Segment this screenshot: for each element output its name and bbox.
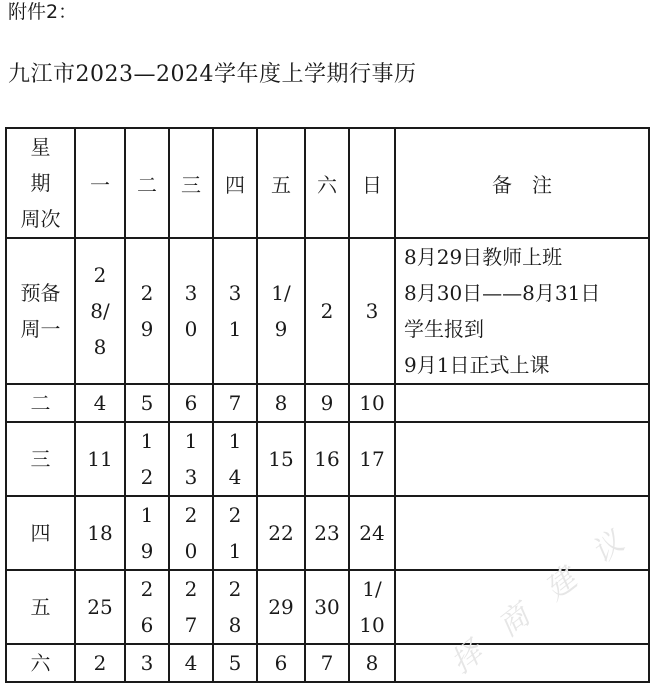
notes-cell bbox=[395, 496, 649, 570]
date-cell bbox=[75, 422, 125, 496]
date-cell bbox=[75, 570, 125, 644]
header-row bbox=[6, 128, 649, 238]
date-text: 18 bbox=[87, 521, 113, 545]
date-text: 11 bbox=[87, 447, 113, 471]
corner-label-qi: 期 bbox=[30, 171, 51, 195]
week-row bbox=[6, 496, 649, 570]
notes-cell bbox=[395, 422, 649, 496]
school-calendar-table bbox=[5, 127, 650, 683]
day-header-mon: 一 bbox=[75, 128, 125, 238]
date-cell bbox=[257, 644, 305, 682]
date-text: 1 bbox=[184, 429, 198, 453]
date-text: 10 bbox=[359, 613, 385, 637]
date-cell bbox=[213, 570, 257, 644]
date-cell bbox=[125, 496, 169, 570]
date-cell bbox=[169, 384, 213, 422]
date-cell bbox=[125, 238, 169, 384]
day-header-wed: 三 bbox=[169, 128, 213, 238]
date-cell bbox=[305, 238, 349, 384]
note-line: 学生报到 bbox=[404, 317, 484, 341]
date-cell bbox=[349, 238, 395, 384]
week-label-cell bbox=[6, 644, 75, 682]
date-cell bbox=[75, 496, 125, 570]
date-text: 7 bbox=[184, 613, 198, 637]
date-cell bbox=[169, 422, 213, 496]
date-text: 2 bbox=[140, 577, 154, 601]
date-text: 2 bbox=[228, 577, 242, 601]
date-cell bbox=[169, 238, 213, 384]
date-cell bbox=[349, 384, 395, 422]
date-cell bbox=[75, 644, 125, 682]
day-header-thu: 四 bbox=[213, 128, 257, 238]
notes-cell bbox=[395, 238, 649, 384]
date-text: 9 bbox=[274, 317, 288, 341]
date-text: 3 bbox=[184, 465, 198, 489]
date-text: 1 bbox=[140, 429, 154, 453]
date-cell bbox=[349, 570, 395, 644]
date-cell bbox=[305, 496, 349, 570]
date-text: 9 bbox=[140, 539, 154, 563]
date-text: 0 bbox=[184, 317, 198, 341]
date-text: 1 bbox=[228, 317, 242, 341]
week-label: 二 bbox=[30, 391, 51, 415]
date-text: 30 bbox=[314, 595, 340, 619]
document-title: 九江市2023—2024学年度上学期行事历 bbox=[8, 62, 417, 87]
date-cell bbox=[213, 422, 257, 496]
date-text: 4 bbox=[228, 465, 242, 489]
date-text: 2 bbox=[140, 465, 154, 489]
date-text: 15 bbox=[268, 447, 294, 471]
date-text: 2 bbox=[228, 503, 242, 527]
week-label: 预备 bbox=[20, 281, 61, 305]
week-label-cell bbox=[6, 496, 75, 570]
date-text: 1/ bbox=[362, 577, 382, 601]
date-cell bbox=[349, 496, 395, 570]
date-text: 5 bbox=[228, 651, 242, 675]
date-cell bbox=[169, 570, 213, 644]
watermark: 择 商 建 议 bbox=[444, 518, 639, 681]
week-label-cell bbox=[6, 384, 75, 422]
date-cell bbox=[213, 238, 257, 384]
date-text: 22 bbox=[268, 521, 294, 545]
date-cell bbox=[257, 238, 305, 384]
date-cell bbox=[257, 422, 305, 496]
date-text: 4 bbox=[93, 391, 107, 415]
date-cell bbox=[305, 384, 349, 422]
date-text: 6 bbox=[184, 391, 198, 415]
date-text: 4 bbox=[184, 651, 198, 675]
date-text: 29 bbox=[268, 595, 294, 619]
date-cell bbox=[349, 422, 395, 496]
week-label-cell bbox=[6, 238, 75, 384]
day-header-sat: 六 bbox=[305, 128, 349, 238]
week-row bbox=[6, 238, 649, 384]
date-text: 10 bbox=[359, 391, 385, 415]
week-label: 四 bbox=[30, 521, 51, 545]
date-cell bbox=[213, 644, 257, 682]
notes-cell bbox=[395, 384, 649, 422]
date-text: 0 bbox=[184, 539, 198, 563]
date-text: 17 bbox=[359, 447, 385, 471]
week-label: 三 bbox=[30, 447, 51, 471]
date-cell bbox=[305, 422, 349, 496]
week-row bbox=[6, 384, 649, 422]
note-line: 8月30日——8月31日 bbox=[404, 281, 601, 305]
date-text: 5 bbox=[140, 391, 154, 415]
date-cell bbox=[349, 644, 395, 682]
date-text: 9 bbox=[320, 391, 334, 415]
day-header-fri: 五 bbox=[257, 128, 305, 238]
date-text: 1/ bbox=[271, 281, 291, 305]
calendar-body bbox=[6, 128, 649, 682]
week-row bbox=[6, 422, 649, 496]
day-header-sun: 日 bbox=[349, 128, 395, 238]
week-label-cell bbox=[6, 422, 75, 496]
date-cell bbox=[257, 570, 305, 644]
date-text: 6 bbox=[274, 651, 288, 675]
date-text: 3 bbox=[365, 299, 379, 323]
date-text: 2 bbox=[184, 503, 198, 527]
date-text: 1 bbox=[140, 503, 154, 527]
week-label: 六 bbox=[30, 651, 51, 675]
date-cell bbox=[257, 496, 305, 570]
date-cell bbox=[125, 570, 169, 644]
date-text: 25 bbox=[87, 595, 113, 619]
date-cell bbox=[75, 238, 125, 384]
date-text: 9 bbox=[140, 317, 154, 341]
notes-cell bbox=[395, 570, 649, 644]
week-label-cell bbox=[6, 570, 75, 644]
date-text: 2 bbox=[140, 281, 154, 305]
date-text: 1 bbox=[228, 429, 242, 453]
note-line: 9月1日正式上课 bbox=[404, 353, 550, 377]
date-text: 2 bbox=[93, 651, 107, 675]
date-cell bbox=[75, 384, 125, 422]
week-row bbox=[6, 570, 649, 644]
date-text: 7 bbox=[228, 391, 242, 415]
week-label: 五 bbox=[30, 595, 51, 619]
date-text: 23 bbox=[314, 521, 340, 545]
date-text: 3 bbox=[140, 651, 154, 675]
date-text: 3 bbox=[184, 281, 198, 305]
date-cell bbox=[125, 422, 169, 496]
date-text: 16 bbox=[314, 447, 340, 471]
week-label: 周一 bbox=[20, 317, 61, 341]
week-row bbox=[6, 644, 649, 682]
date-text: 8 bbox=[274, 391, 288, 415]
date-cell bbox=[125, 384, 169, 422]
date-text: 3 bbox=[228, 281, 242, 305]
date-cell bbox=[305, 570, 349, 644]
date-cell bbox=[305, 644, 349, 682]
date-text: 2 bbox=[320, 299, 334, 323]
date-text: 8/ bbox=[90, 299, 110, 323]
corner-label-xing: 星 bbox=[30, 135, 51, 159]
notes-cell bbox=[395, 644, 649, 682]
corner-cell bbox=[6, 128, 75, 238]
note-line: 8月29日教师上班 bbox=[404, 245, 563, 269]
date-text: 6 bbox=[140, 613, 154, 637]
attachment-label: 附件2： bbox=[8, 1, 78, 23]
date-text: 7 bbox=[320, 651, 334, 675]
day-header-tue: 二 bbox=[125, 128, 169, 238]
corner-label-week: 周次 bbox=[20, 207, 61, 231]
date-cell bbox=[257, 384, 305, 422]
date-text: 2 bbox=[184, 577, 198, 601]
date-text: 8 bbox=[365, 651, 379, 675]
date-text: 2 bbox=[93, 263, 107, 287]
date-text: 1 bbox=[228, 539, 242, 563]
date-cell bbox=[213, 496, 257, 570]
date-cell bbox=[213, 384, 257, 422]
date-cell bbox=[169, 644, 213, 682]
date-text: 8 bbox=[228, 613, 242, 637]
date-text: 8 bbox=[93, 335, 107, 359]
date-text: 24 bbox=[359, 521, 385, 545]
notes-header: 备 注 bbox=[395, 128, 649, 238]
date-cell bbox=[169, 496, 213, 570]
date-cell bbox=[125, 644, 169, 682]
